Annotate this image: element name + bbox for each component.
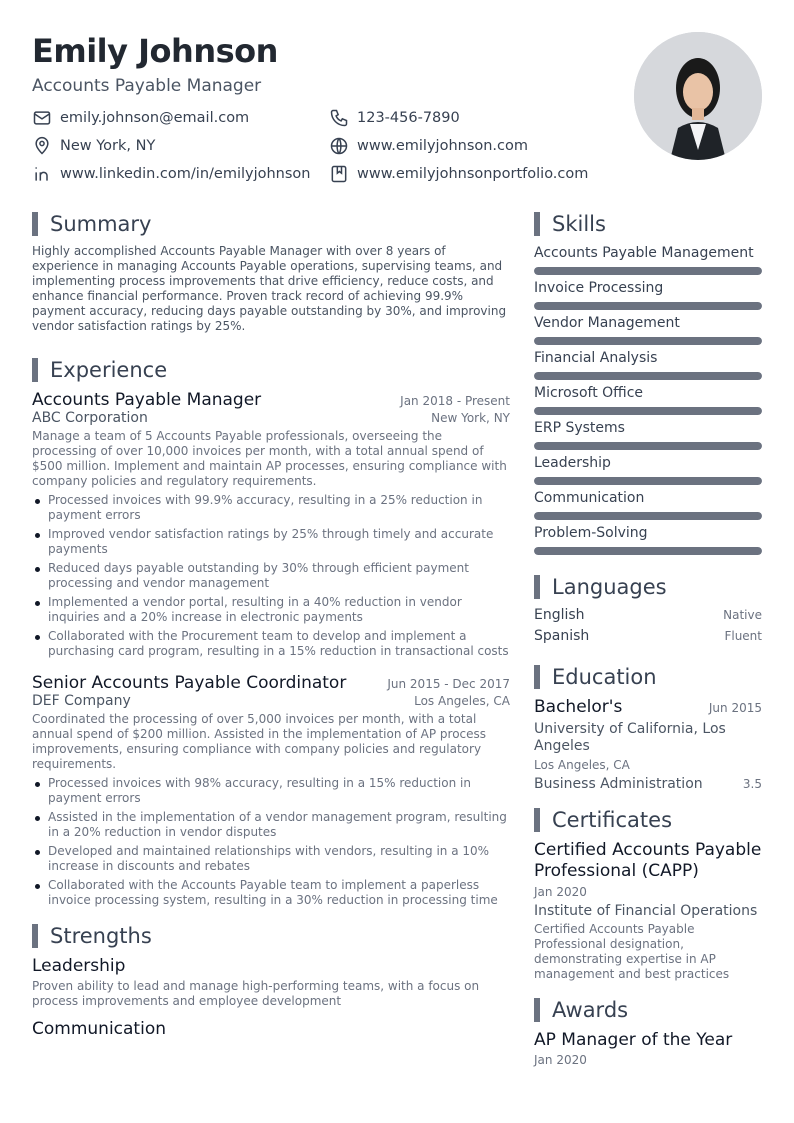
section-title: Summary xyxy=(50,212,152,236)
job-dates: Jan 2018 - Present xyxy=(400,394,510,408)
section-title: Awards xyxy=(552,998,629,1022)
summary-text: Highly accomplished Accounts Payable Manager with over 8 years of experience in managing Accounts Payable operations, supervising teams, and implementing process improvements that drive efficiency, reduce costs, and enhance financial performance. Proven track record of achieving 99.9% payment accuracy, reducing days payable outstanding by 30%, and improving vendor satisfaction ratings by 25%. xyxy=(32,244,507,333)
job-entry xyxy=(32,673,510,908)
award-date: Jan 2020 xyxy=(534,1053,587,1067)
job-bullet: Assisted in the implementation of a vendor management program, resulting in a 20% reduction in vendor disputes xyxy=(32,810,510,840)
skill-bar-fill xyxy=(534,512,762,520)
section-accent-bar xyxy=(534,998,540,1022)
skill-name: Microsoft Office xyxy=(534,385,644,401)
contact-website[interactable] xyxy=(329,136,609,156)
skill-bar xyxy=(534,477,762,485)
skill-name: Leadership xyxy=(534,455,611,471)
skill-name: Vendor Management xyxy=(534,315,680,331)
section-title: Education xyxy=(552,665,657,689)
skills-list xyxy=(534,244,762,555)
phone-text: 123-456-7890 xyxy=(357,110,460,126)
job-bullet: Processed invoices with 98% accuracy, resulting in a 15% reduction in payment errors xyxy=(32,776,510,806)
skill-bar xyxy=(534,302,762,310)
linkedin-icon xyxy=(32,164,52,184)
section-title: Languages xyxy=(552,575,667,599)
job-location: Los Angeles, CA xyxy=(414,694,510,708)
skills-heading xyxy=(534,210,762,238)
job-bullet: Collaborated with the Procurement team to develop and implement a purchasing card program, resulting in a 15% reduction in transactional costs xyxy=(32,629,510,659)
email-icon xyxy=(32,108,52,128)
certificate-title: Certified Accounts Payable Professional (CAPP) xyxy=(534,840,762,881)
section-accent-bar xyxy=(534,575,540,599)
skill-item xyxy=(534,279,762,310)
job-title: Senior Accounts Payable Coordinator xyxy=(32,673,347,693)
job-bullet: Developed and maintained relationships with vendors, resulting in a 10% increase in discounts and rebates xyxy=(32,844,510,874)
section-accent-bar xyxy=(32,924,38,948)
job-entry xyxy=(32,390,510,659)
candidate-title: Accounts Payable Manager xyxy=(32,76,262,96)
skill-bar-fill xyxy=(534,267,762,275)
section-title: Skills xyxy=(552,212,606,236)
resume-header xyxy=(32,30,612,184)
job-dates: Jun 2015 - Dec 2017 xyxy=(387,677,510,691)
skill-item xyxy=(534,489,762,520)
bookmark-icon xyxy=(329,164,349,184)
education-field: Business Administration xyxy=(534,776,703,792)
experience-heading xyxy=(32,356,510,384)
skill-bar xyxy=(534,267,762,275)
phone-icon xyxy=(329,108,349,128)
section-accent-bar xyxy=(534,808,540,832)
right-column xyxy=(534,210,762,1067)
skill-item xyxy=(534,314,762,345)
globe-icon xyxy=(329,136,349,156)
job-bullets xyxy=(32,776,510,908)
skill-bar-fill xyxy=(534,442,762,450)
skill-item xyxy=(534,244,762,275)
section-accent-bar xyxy=(534,665,540,689)
job-bullet: Implemented a vendor portal, resulting in a 40% reduction in vendor inquiries and a 20% increase in electronic payments xyxy=(32,595,510,625)
contact-linkedin[interactable] xyxy=(32,164,329,184)
job-bullet: Processed invoices with 99.9% accuracy, resulting in a 25% reduction in payment errors xyxy=(32,493,510,523)
section-accent-bar xyxy=(534,212,540,236)
language-item xyxy=(534,628,762,649)
skill-bar xyxy=(534,547,762,555)
section-accent-bar xyxy=(32,212,38,236)
contact-list xyxy=(32,108,612,184)
language-level: Native xyxy=(723,608,762,622)
contact-email[interactable] xyxy=(32,108,329,128)
job-description: Coordinated the processing of over 5,000 invoices per month, with a total annual spend of $200 million. Assisted in the implementation of AP process improvements, ensuring compliance with company policies and regulatory requirements. xyxy=(32,712,487,771)
skill-bar xyxy=(534,442,762,450)
job-company: DEF Company xyxy=(32,693,131,709)
skill-name: ERP Systems xyxy=(534,420,625,436)
skill-name: Financial Analysis xyxy=(534,350,658,366)
certificate-issuer: Institute of Financial Operations xyxy=(534,903,758,919)
job-bullets xyxy=(32,493,510,659)
skill-name: Problem-Solving xyxy=(534,525,648,541)
strength-title: Communication xyxy=(32,1019,166,1039)
certificates-heading xyxy=(534,806,762,834)
awards-heading xyxy=(534,996,762,1024)
certificate-date: Jan 2020 xyxy=(534,885,587,899)
section-title: Certificates xyxy=(552,808,673,832)
skill-name: Invoice Processing xyxy=(534,280,664,296)
linkedin-text: www.linkedin.com/in/emilyjohnson xyxy=(60,166,311,182)
language-level: Fluent xyxy=(724,629,762,643)
summary-heading xyxy=(32,210,510,238)
strength-title: Leadership xyxy=(32,956,126,976)
skill-bar xyxy=(534,372,762,380)
skill-bar-fill xyxy=(534,337,762,345)
job-bullet: Collaborated with the Accounts Payable team to implement a paperless invoice processing system, resulting in a 30% reduction in processing time xyxy=(32,878,510,908)
contact-portfolio[interactable] xyxy=(329,164,609,184)
job-description: Manage a team of 5 Accounts Payable professionals, overseeing the processing of over 10,000 invoices per month, with a total annual spend of $500 million. Implement and maintain AP processes, ensuring compliance with company policies and regulatory requirements. xyxy=(32,429,507,488)
skill-bar xyxy=(534,407,762,415)
education-gpa: 3.5 xyxy=(742,777,762,791)
skill-bar-fill xyxy=(534,372,762,380)
skill-bar-fill xyxy=(534,477,762,485)
certificate-description: Certified Accounts Payable Professional designation, demonstrating expertise in AP management and best practices xyxy=(534,922,730,981)
skill-name: Communication xyxy=(534,490,645,506)
job-location: New York, NY xyxy=(431,411,510,425)
skill-bar-fill xyxy=(534,302,762,310)
job-company: ABC Corporation xyxy=(32,410,148,426)
left-column xyxy=(32,210,510,1039)
language-item xyxy=(534,607,762,628)
education-date: Jun 2015 xyxy=(708,701,762,715)
section-accent-bar xyxy=(32,358,38,382)
section-title: Strengths xyxy=(50,924,152,948)
skill-bar-fill xyxy=(534,407,762,415)
website-text: www.emilyjohnson.com xyxy=(357,138,529,154)
skill-bar xyxy=(534,337,762,345)
portfolio-text: www.emilyjohnsonportfolio.com xyxy=(357,166,589,182)
profile-photo xyxy=(634,32,762,160)
language-name: English xyxy=(534,607,585,623)
contact-location xyxy=(32,136,329,156)
section-title: Experience xyxy=(50,358,168,382)
location-pin-icon xyxy=(32,136,52,156)
award-title: AP Manager of the Year xyxy=(534,1030,733,1050)
strengths-heading xyxy=(32,922,510,950)
contact-phone[interactable] xyxy=(329,108,609,128)
education-heading xyxy=(534,663,762,691)
skill-item xyxy=(534,454,762,485)
location-text: New York, NY xyxy=(60,138,156,154)
strength-description: Proven ability to lead and manage high-performing teams, with a focus on process improvements and employee development xyxy=(32,979,480,1008)
languages-heading xyxy=(534,573,762,601)
skill-item xyxy=(534,384,762,415)
job-bullet: Improved vendor satisfaction ratings by 25% through timely and accurate payments xyxy=(32,527,510,557)
education-degree: Bachelor's xyxy=(534,697,623,717)
skill-item xyxy=(534,524,762,555)
skill-bar-fill xyxy=(534,547,762,555)
education-location: Los Angeles, CA xyxy=(534,758,630,772)
skill-bar xyxy=(534,512,762,520)
job-title: Accounts Payable Manager xyxy=(32,390,262,410)
skill-item xyxy=(534,349,762,380)
candidate-name: Emily Johnson xyxy=(32,32,278,70)
email-text: emily.johnson@email.com xyxy=(60,110,250,126)
job-bullet: Reduced days payable outstanding by 30% through efficient payment processing and vendor management xyxy=(32,561,510,591)
education-school: University of California, Los Angeles xyxy=(534,721,726,754)
language-name: Spanish xyxy=(534,628,590,644)
skill-item xyxy=(534,419,762,450)
skill-name: Accounts Payable Management xyxy=(534,245,754,261)
